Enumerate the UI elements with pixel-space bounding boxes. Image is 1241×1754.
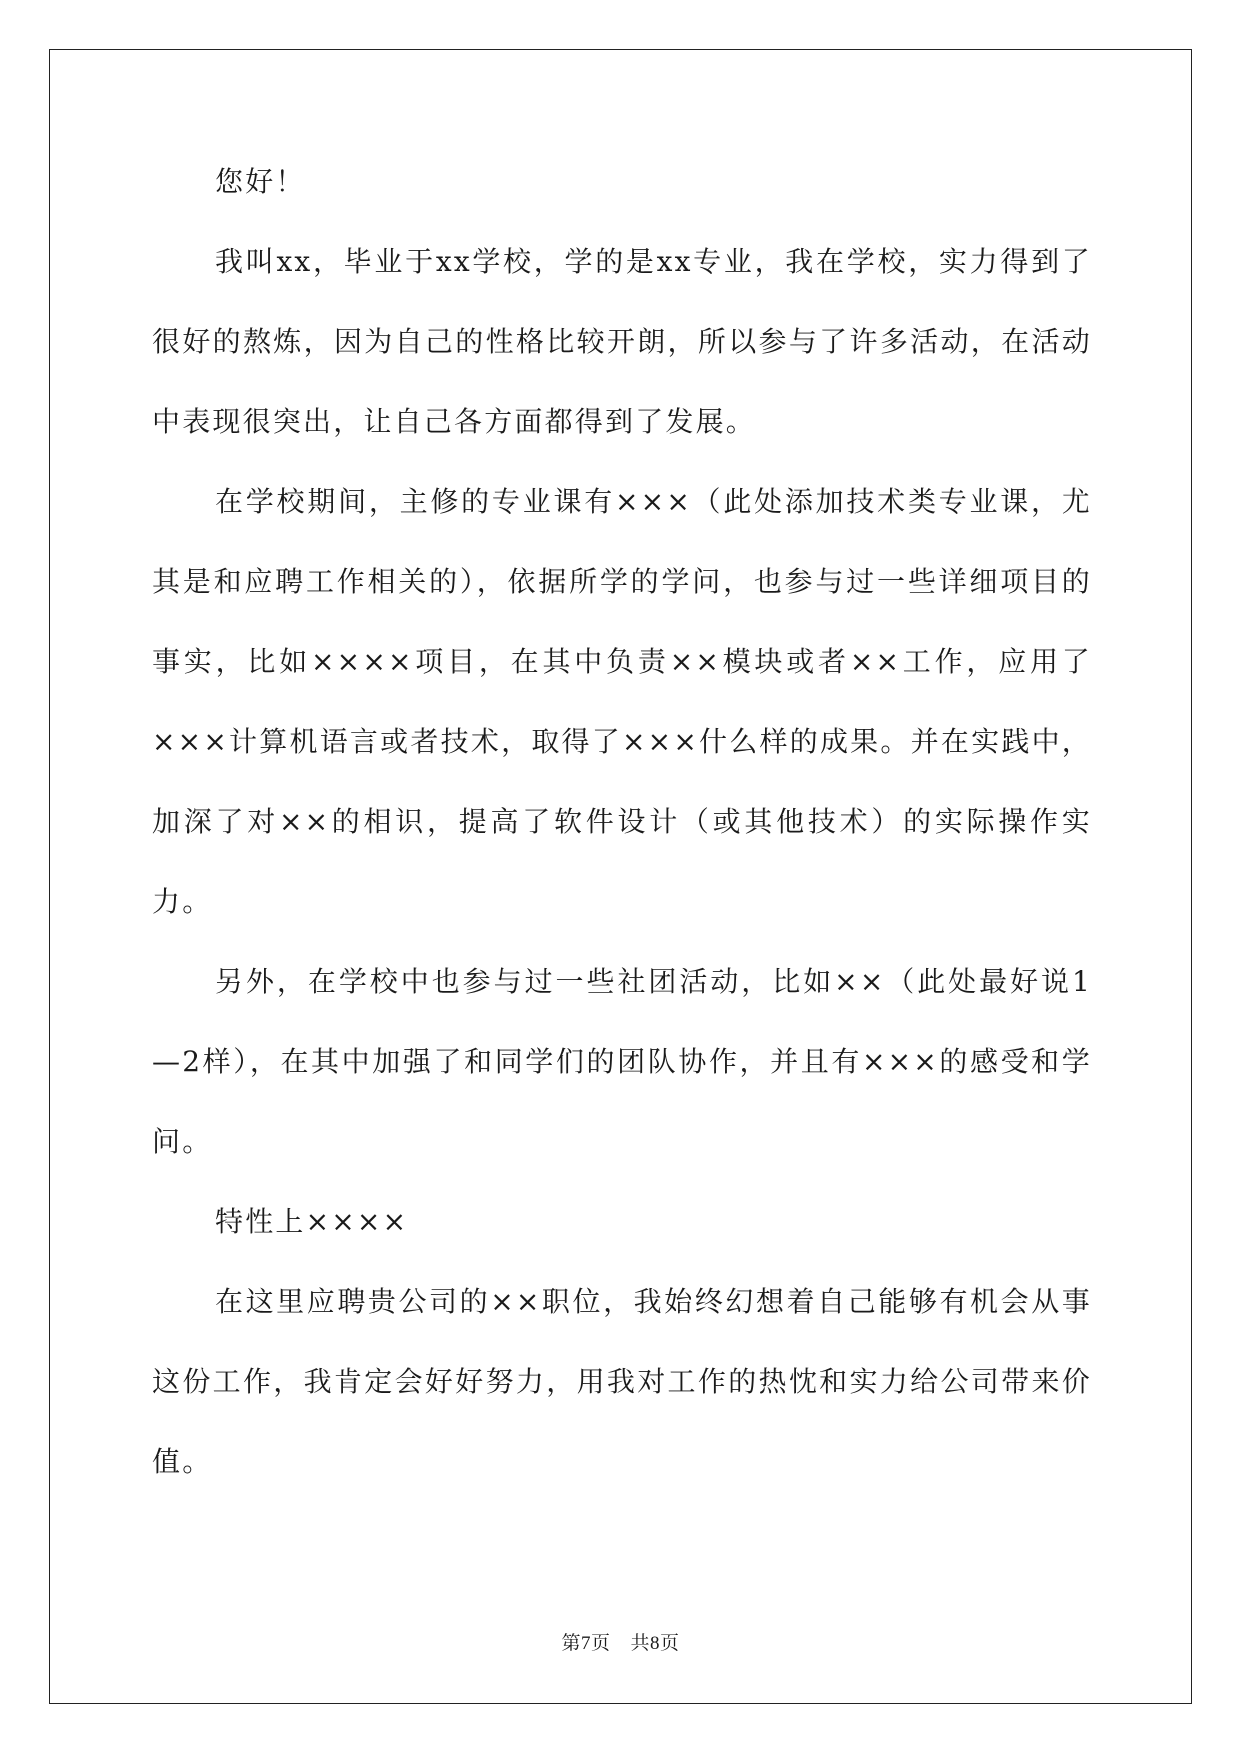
letter-body	[152, 142, 1092, 1502]
personality-paragraph: 特性上××××	[215, 1205, 409, 1238]
total-suffix: 页	[660, 1632, 680, 1654]
page-prefix: 第	[561, 1632, 581, 1654]
introduction-paragraph: 我叫xx，毕业于xx学校，学的是xx专业，我在学校，实力得到了很好的熬炼，因为自己的性格比较开朗，所以参与了许多活动，在活动中表现很突出，让自己各方面都得到了发展。	[152, 245, 1092, 438]
total-prefix: 共	[630, 1632, 651, 1654]
activities-paragraph: 另外，在学校中也参与过一些社团活动，比如××（此处最好说1—2样），在其中加强了和同学们的团队协作，并且有×××的感受和学问。	[152, 965, 1092, 1158]
study-paragraph: 在学校期间，主修的专业课有×××（此处添加技术类专业课，尤其是和应聘工作相关的），依据所学的学问，也参与过一些详细项目的事实，比如××××项目，在其中负责××模块或者××工作，应用了×××计算机语言或者技术，取得了×××什么样的成果。并在实践中，加深了对××的相识，提高了软件设计（或其他技术）的实际操作实力。	[152, 485, 1092, 918]
closing-paragraph: 在这里应聘贵公司的××职位，我始终幻想着自己能够有机会从事这份工作，我肯定会好好努力，用我对工作的热忱和实力给公司带来价值。	[152, 1285, 1092, 1478]
total-page-number: 8	[650, 1633, 661, 1654]
page-number-footer	[0, 1631, 1241, 1656]
current-page-number: 7	[580, 1633, 591, 1654]
page-suffix: 页	[590, 1632, 611, 1654]
greeting-paragraph: 您好！	[215, 165, 306, 198]
